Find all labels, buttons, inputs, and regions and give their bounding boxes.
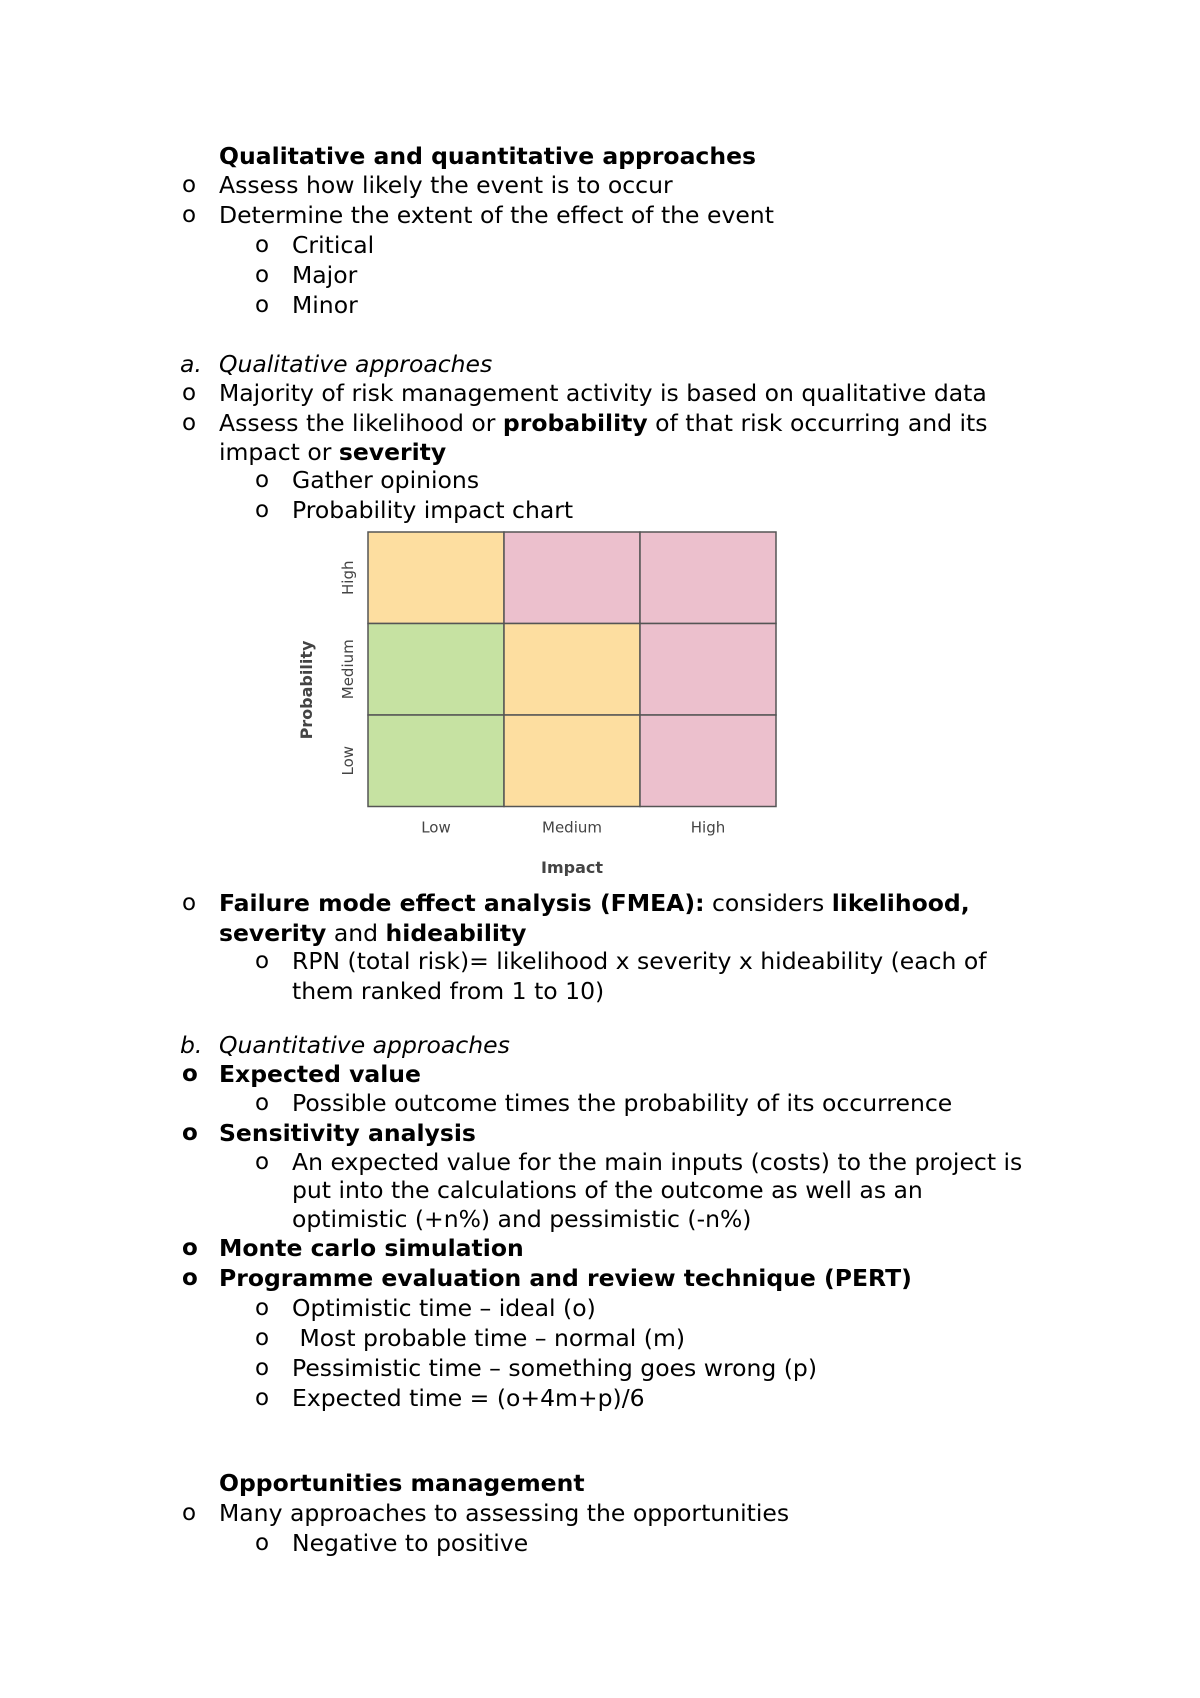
sub-list-item: Major: [292, 261, 358, 289]
matrix-cell-high-impact-low-probability: [640, 715, 776, 807]
list-item: Many approaches to assessing the opportunities: [219, 1499, 790, 1527]
matrix-cell-high-impact-high-probability: [640, 532, 776, 624]
x-tick-label-low: Low: [421, 818, 451, 837]
list-item: Majority of risk management activity is based on qualitative data: [219, 379, 987, 407]
sub-list-item: Negative to positive: [292, 1529, 529, 1557]
y-tick-label-low: Low: [339, 745, 357, 776]
section-label-b: b.: [180, 1031, 203, 1059]
list-item: [219, 889, 970, 917]
sub-list-item: Pessimistic time – something goes wrong (p): [292, 1354, 818, 1382]
sub-list-item: Gather opinions: [292, 466, 480, 494]
text-run: impact or: [219, 438, 339, 466]
matrix-cell-low-impact-high-probability: [368, 532, 504, 624]
list-item: Programme evaluation and review technique (PERT): [219, 1264, 912, 1292]
section-heading-opportunities: Opportunities management: [219, 1469, 585, 1497]
matrix-cell-low-impact-low-probability: [368, 715, 504, 807]
chart-x-tick-labels: [421, 819, 725, 837]
sub-list-item: Expected time = (o+4m+p)/6: [292, 1384, 645, 1412]
text-run-bold: likelihood,: [831, 889, 970, 917]
sub-list-item: Optimistic time – ideal (o): [292, 1294, 596, 1322]
bullet-marker: o: [255, 1355, 270, 1381]
bullet-marker: o: [182, 380, 197, 406]
chart-y-axis-title: Probability: [297, 640, 316, 740]
sub-list-item: An expected value for the main inputs (costs) to the project is: [292, 1148, 1023, 1176]
list-item: Expected value: [219, 1060, 421, 1088]
sub-list-item: Critical: [292, 231, 375, 259]
bullet-marker: o: [182, 1120, 198, 1146]
bullet-marker: o: [255, 1530, 270, 1556]
bullet-marker: o: [255, 948, 270, 974]
text-run: and: [326, 919, 386, 947]
bullet-marker: o: [182, 1061, 198, 1087]
bullet-marker: o: [255, 1295, 270, 1321]
list-item: [219, 409, 988, 437]
section-heading-approaches: Qualitative and quantitative approaches: [219, 142, 757, 170]
matrix-cell-high-impact-medium-probability: [640, 624, 776, 716]
section-heading-qualitative: Qualitative approaches: [219, 350, 493, 378]
list-item: Monte carlo simulation: [219, 1234, 524, 1262]
bullet-marker: o: [255, 497, 270, 523]
text-run-bold: hideability: [385, 919, 527, 947]
bullet-marker: o: [255, 1149, 270, 1175]
y-tick-label-high: High: [339, 560, 357, 595]
list-item-continuation: [219, 438, 446, 466]
bullet-marker: o: [182, 202, 197, 228]
text-run-bold: Failure mode effect analysis (FMEA):: [219, 889, 705, 917]
bullet-marker: o: [255, 232, 270, 258]
x-tick-label-high: High: [690, 818, 726, 837]
section-heading-quantitative: Quantitative approaches: [219, 1031, 510, 1059]
bullet-marker: o: [255, 292, 270, 318]
chart-cells: [368, 532, 776, 807]
bullet-marker: o: [255, 1325, 270, 1351]
text-run-bold: severity: [219, 919, 327, 947]
chart-x-axis-title: Impact: [540, 858, 604, 876]
bullet-marker: o: [255, 1385, 270, 1411]
text-run: Assess the likelihood or: [219, 409, 503, 437]
section-label-a: a.: [180, 350, 202, 378]
list-item: Sensitivity analysis: [219, 1119, 476, 1147]
text-run-bold: probability: [502, 409, 648, 437]
bullet-marker: o: [182, 172, 197, 198]
list-item: Determine the extent of the effect of the event: [219, 201, 774, 229]
text-run-bold: severity: [338, 438, 447, 466]
sub-list-item: Probability impact chart: [292, 496, 574, 524]
sub-list-item: Most probable time – normal (m): [292, 1324, 686, 1352]
bullet-marker: o: [255, 467, 270, 493]
bullet-marker: o: [182, 1265, 198, 1291]
matrix-cell-low-impact-medium-probability: [368, 624, 504, 716]
x-tick-label-medium: Medium: [542, 818, 602, 837]
matrix-cell-medium-impact-medium-probability: [504, 624, 640, 716]
list-item-continuation: [219, 919, 527, 947]
matrix-cell-medium-impact-high-probability: [504, 532, 640, 624]
sub-list-item-continuation: them ranked from 1 to 10): [292, 977, 605, 1005]
probability-impact-chart: [290, 526, 790, 876]
bullet-marker: o: [255, 262, 270, 288]
chart-y-tick-labels: [339, 561, 357, 776]
bullet-marker: o: [255, 1090, 270, 1116]
list-item: Assess how likely the event is to occur: [219, 171, 673, 199]
sub-list-item-continuation: put into the calculations of the outcome as well as an: [292, 1176, 923, 1204]
sub-list-item-continuation: optimistic (+n%) and pessimistic (-n%): [292, 1205, 752, 1233]
matrix-cell-medium-impact-low-probability: [504, 715, 640, 807]
bullet-marker: o: [182, 1235, 198, 1261]
text-run: considers: [704, 889, 832, 917]
bullet-marker: o: [182, 1500, 197, 1526]
bullet-marker: o: [182, 410, 197, 436]
text-run: of that risk occurring and its: [647, 409, 988, 437]
sub-list-item: RPN (total risk)= likelihood x severity x hideability (each of: [292, 947, 987, 975]
y-tick-label-medium: Medium: [339, 639, 357, 700]
sub-list-item: Possible outcome times the probability of its occurrence: [292, 1089, 953, 1117]
bullet-marker: o: [182, 890, 197, 916]
sub-list-item: Minor: [292, 291, 358, 319]
